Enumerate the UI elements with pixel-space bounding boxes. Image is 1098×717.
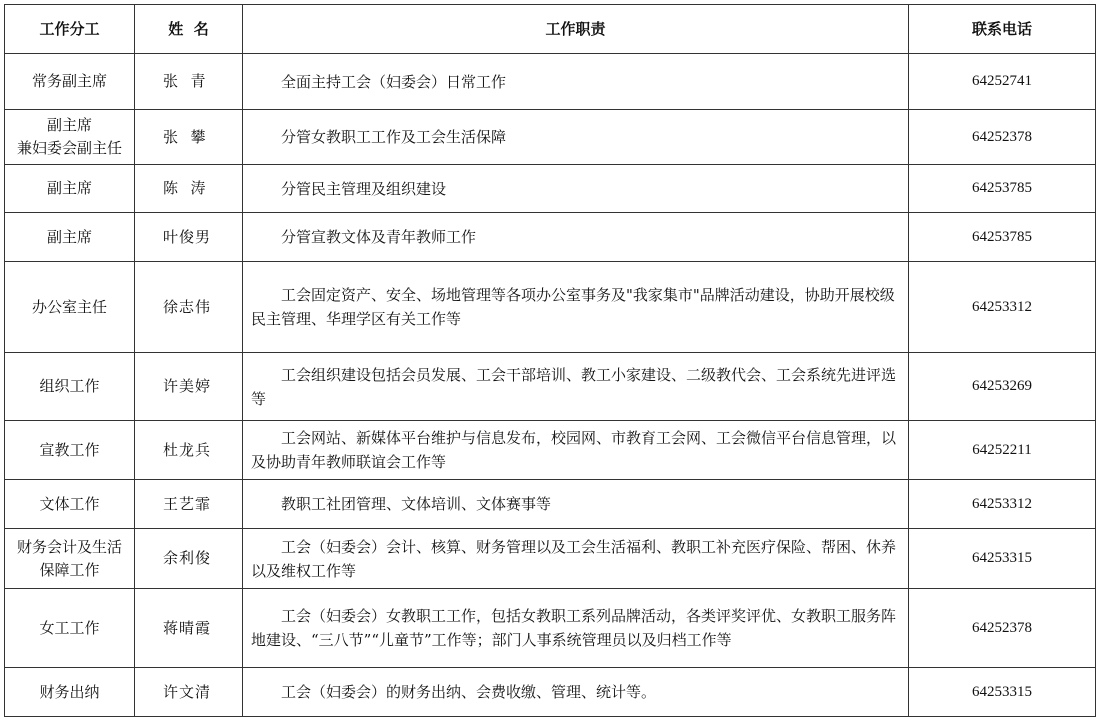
table-row xyxy=(5,110,1096,165)
duties-text: 工会组织建设包括会员发展、工会干部培训、教工小家建设、二级教代会、工会系统先进评选等 xyxy=(251,365,897,408)
duties-cell xyxy=(243,480,909,529)
duties-text: 工会（妇委会）的财务出纳、会费收缴、管理、统计等。 xyxy=(281,683,657,701)
table-body xyxy=(5,54,1096,717)
duties-text: 全面主持工会（妇委会）日常工作 xyxy=(281,72,507,91)
division-line: 副主席 xyxy=(46,116,92,134)
division-line: 文体工作 xyxy=(39,494,100,513)
division-line: 财务出纳 xyxy=(39,682,100,701)
name-cell: 王艺霏 xyxy=(135,480,243,529)
name-cell: 张 青 xyxy=(135,54,243,110)
table-row xyxy=(5,589,1096,668)
duties-text: 分管宣教文体及青年教师工作 xyxy=(281,228,477,246)
division-line: 保障工作 xyxy=(39,560,100,579)
division-line: 财务会计及生活 xyxy=(16,537,122,556)
division-line: 副主席 xyxy=(46,227,92,246)
duties-cell xyxy=(243,668,909,717)
header-duties: 工作职责 xyxy=(243,5,909,54)
division-cell xyxy=(5,54,135,110)
division-cell xyxy=(5,529,135,589)
phone-cell: 64253315 xyxy=(909,668,1096,717)
duties-cell xyxy=(243,529,909,589)
duties-text: 分管女教职工工作及工会生活保障 xyxy=(281,128,507,146)
table-row xyxy=(5,668,1096,717)
phone-cell: 64253785 xyxy=(909,213,1096,262)
duties-text: 工会固定资产、安全、场地管理等各项办公室事务及"我家集市"品牌活动建设，协助开展校级民主管理、华理学区有关工作等 xyxy=(251,286,895,328)
duties-text: 工会（妇委会）女教职工工作，包括女教职工系列品牌活动，各类评奖评优、女教职工服务阵地建设、“三八节”“儿童节”工作等；部门人事系统管理员以及归档工作等 xyxy=(251,607,897,649)
division-line: 宣教工作 xyxy=(39,440,100,459)
table-row xyxy=(5,165,1096,213)
duties-text: 工会（妇委会）会计、核算、财务管理以及工会生活福利、教职工补充医疗保险、帮困、休养以及维权工作等 xyxy=(251,537,897,580)
phone-cell: 64253269 xyxy=(909,353,1096,421)
division-cell xyxy=(5,668,135,717)
header-division: 工作分工 xyxy=(5,5,135,54)
name-cell: 蒋晴霞 xyxy=(135,589,243,668)
table-row xyxy=(5,213,1096,262)
division-line: 女工工作 xyxy=(39,618,100,637)
division-cell xyxy=(5,165,135,213)
division-line: 办公室主任 xyxy=(31,297,107,316)
duties-cell xyxy=(243,353,909,421)
table-row xyxy=(5,262,1096,353)
division-cell xyxy=(5,262,135,353)
work-division-table xyxy=(4,4,1096,717)
phone-cell: 64253315 xyxy=(909,529,1096,589)
division-cell xyxy=(5,353,135,421)
table-row xyxy=(5,353,1096,421)
name-cell: 许文清 xyxy=(135,668,243,717)
division-line: 副主席 xyxy=(46,179,92,197)
phone-cell: 64253785 xyxy=(909,165,1096,213)
duties-cell xyxy=(243,165,909,213)
table-row xyxy=(5,54,1096,110)
division-cell xyxy=(5,110,135,165)
division-line: 组织工作 xyxy=(39,377,100,395)
header-row xyxy=(5,5,1096,54)
phone-cell: 64252741 xyxy=(909,54,1096,110)
name-cell: 陈 涛 xyxy=(135,165,243,213)
division-cell xyxy=(5,589,135,668)
phone-cell: 64252211 xyxy=(909,421,1096,480)
name-cell: 杜龙兵 xyxy=(135,421,243,480)
duties-text: 教职工社团管理、文体培训、文体赛事等 xyxy=(281,495,552,513)
phone-cell: 64253312 xyxy=(909,480,1096,529)
name-cell: 叶俊男 xyxy=(135,213,243,262)
header-name: 姓 名 xyxy=(135,5,243,54)
duties-cell xyxy=(243,213,909,262)
phone-cell: 64252378 xyxy=(909,589,1096,668)
phone-cell: 64253312 xyxy=(909,262,1096,353)
name-cell: 余利俊 xyxy=(135,529,243,589)
division-cell xyxy=(5,421,135,480)
division-cell xyxy=(5,480,135,529)
table-row xyxy=(5,421,1096,480)
duties-text: 工会网站、新媒体平台维护与信息发布，校园网、市教育工会网、工会微信平台信息管理，以及协助青年教师联谊会工作等 xyxy=(251,429,897,471)
phone-cell: 64252378 xyxy=(909,110,1096,165)
header-phone: 联系电话 xyxy=(909,5,1096,54)
duties-cell xyxy=(243,110,909,165)
division-line: 常务副主席 xyxy=(31,72,107,90)
name-cell: 张 攀 xyxy=(135,110,243,165)
division-cell xyxy=(5,213,135,262)
table-row xyxy=(5,480,1096,529)
duties-text: 分管民主管理及组织建设 xyxy=(281,179,447,198)
duties-cell xyxy=(243,54,909,110)
name-cell: 徐志伟 xyxy=(135,262,243,353)
duties-cell xyxy=(243,589,909,668)
duties-cell xyxy=(243,421,909,480)
duties-cell xyxy=(243,262,909,353)
name-cell: 许美婷 xyxy=(135,353,243,421)
division-line: 兼妇委会副主任 xyxy=(16,139,122,157)
table-row xyxy=(5,529,1096,589)
